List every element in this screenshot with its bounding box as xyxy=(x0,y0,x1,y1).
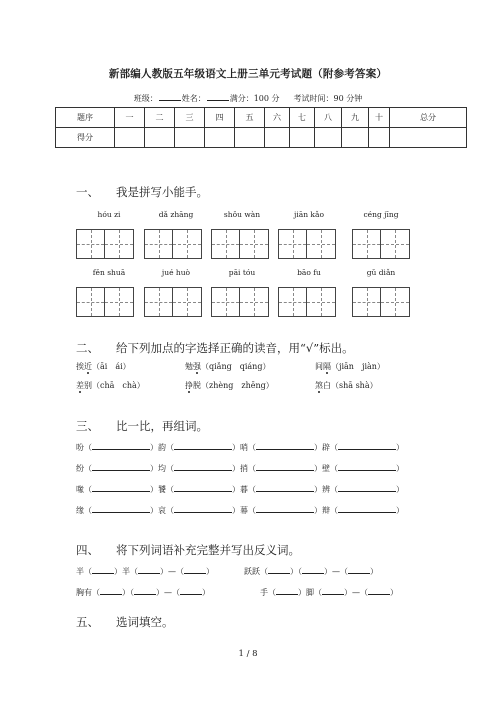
idiom-item: 胸有（ ）（ ）—（ ） xyxy=(76,588,210,597)
writing-grid[interactable] xyxy=(352,229,410,259)
section-2-number: 二、 xyxy=(76,341,99,355)
section-3-title: 比一比，再组词。 xyxy=(116,419,208,433)
writing-grid[interactable] xyxy=(352,287,410,317)
score-cell[interactable] xyxy=(390,128,467,148)
section-5-heading xyxy=(76,614,174,630)
score-cell[interactable] xyxy=(115,128,145,148)
score-table-header: 题序 xyxy=(56,108,115,128)
score-table-header: 二 xyxy=(145,108,175,128)
idiom-item: 手（ ）脚（ ）—（ ） xyxy=(260,588,398,597)
name-label: 姓名： xyxy=(181,94,206,103)
score-row-label: 得分 xyxy=(56,128,115,148)
pinyin-label: fěn shuā xyxy=(92,268,126,277)
score-table-header: 九 xyxy=(342,108,369,128)
name-blank xyxy=(207,92,229,101)
page-indicator: 1 / 8 xyxy=(238,649,258,659)
section-5-number: 五、 xyxy=(76,615,99,629)
compare-row: 纷（ ）均（ ）捎（ ）壁（ ） xyxy=(76,464,404,473)
writing-grid[interactable] xyxy=(278,287,336,317)
score-cell[interactable] xyxy=(369,128,390,148)
reading-item: 勉强（qiǎng qiáng） xyxy=(185,362,271,371)
full-score-label: 满分：100 分 xyxy=(229,94,280,103)
compare-row: 缘（ ）哀（ ）幕（ ）辩（ ） xyxy=(76,506,404,515)
writing-grid[interactable] xyxy=(144,287,202,317)
section-3-heading xyxy=(76,418,208,434)
pinyin-label: shǒu wàn xyxy=(223,210,261,219)
score-table-score-row xyxy=(56,128,467,148)
document-title: 新部编人教版五年级语文上册三单元考试题（附参考答案） xyxy=(108,68,388,80)
section-1-number: 一、 xyxy=(76,185,99,199)
score-table-header: 三 xyxy=(175,108,205,128)
section-4-number: 四、 xyxy=(76,543,99,557)
score-table-header-row xyxy=(56,108,467,128)
reading-item: 挣脱（zhèng zhēng） xyxy=(185,381,274,390)
reading-item: 差别（chā chà） xyxy=(76,381,145,390)
score-cell[interactable] xyxy=(175,128,205,148)
score-cell[interactable] xyxy=(205,128,235,148)
section-5-title: 选词填空。 xyxy=(116,615,174,629)
pinyin-label: dǎ zhāng xyxy=(158,210,194,219)
writing-grid[interactable] xyxy=(144,229,202,259)
section-1-heading xyxy=(76,184,208,200)
score-cell[interactable] xyxy=(235,128,265,148)
pinyin-label: jiān kǎo xyxy=(294,210,324,219)
exam-time-label: 考试时间：90 分钟 xyxy=(293,94,363,103)
pinyin-label: céng jīng xyxy=(363,210,399,219)
section-3-number: 三、 xyxy=(76,419,99,433)
score-table-header: 十 xyxy=(369,108,390,128)
pinyin-label: hóu zi xyxy=(97,210,121,219)
writing-grid[interactable] xyxy=(76,287,134,317)
writing-grid[interactable] xyxy=(76,229,134,259)
pinyin-label: pāi tóu xyxy=(228,268,256,277)
score-table-header: 七 xyxy=(290,108,315,128)
section-2-title: 给下列加点的字选择正确的读音，用“√”标出。 xyxy=(116,341,354,355)
section-1-title: 我是拼写小能手。 xyxy=(116,185,208,199)
pinyin-label: jué huò xyxy=(161,268,191,277)
score-table-header: 六 xyxy=(265,108,290,128)
score-table-header: 一 xyxy=(115,108,145,128)
class-blank xyxy=(159,92,181,101)
pinyin-label: gǔ diǎn xyxy=(366,268,396,277)
reading-item: 挨近（āi ái） xyxy=(76,362,131,371)
reading-item: 间隔（jiān jiàn） xyxy=(315,362,385,371)
pinyin-label: bāo fu xyxy=(297,268,321,277)
score-table-header: 总分 xyxy=(390,108,467,128)
reading-item: 煞白（shā shà） xyxy=(315,381,378,390)
writing-grid[interactable] xyxy=(278,229,336,259)
score-table-header: 五 xyxy=(235,108,265,128)
idiom-item: 跃跃（ ）（ ）—（ ） xyxy=(244,567,378,576)
writing-grid[interactable] xyxy=(211,287,269,317)
writing-grid[interactable] xyxy=(211,229,269,259)
section-2-heading xyxy=(76,340,354,356)
score-table-header: 八 xyxy=(315,108,342,128)
score-cell[interactable] xyxy=(145,128,175,148)
score-cell[interactable] xyxy=(342,128,369,148)
class-label: 班级： xyxy=(133,94,158,103)
exam-info-line xyxy=(0,92,496,104)
compare-row: 吩（ ）韵（ ）哨（ ）辟（ ） xyxy=(76,443,404,452)
score-table xyxy=(55,107,467,148)
idiom-item: 半（ ）半（ ）—（ ） xyxy=(76,567,214,576)
score-cell[interactable] xyxy=(290,128,315,148)
score-cell[interactable] xyxy=(315,128,342,148)
score-table-header: 四 xyxy=(205,108,235,128)
section-4-heading xyxy=(76,542,300,558)
section-4-title: 将下列词语补充完整并写出反义词。 xyxy=(116,543,300,557)
score-cell[interactable] xyxy=(265,128,290,148)
compare-row: 喙（ ）饕（ ）暮（ ）辨（ ） xyxy=(76,485,404,494)
